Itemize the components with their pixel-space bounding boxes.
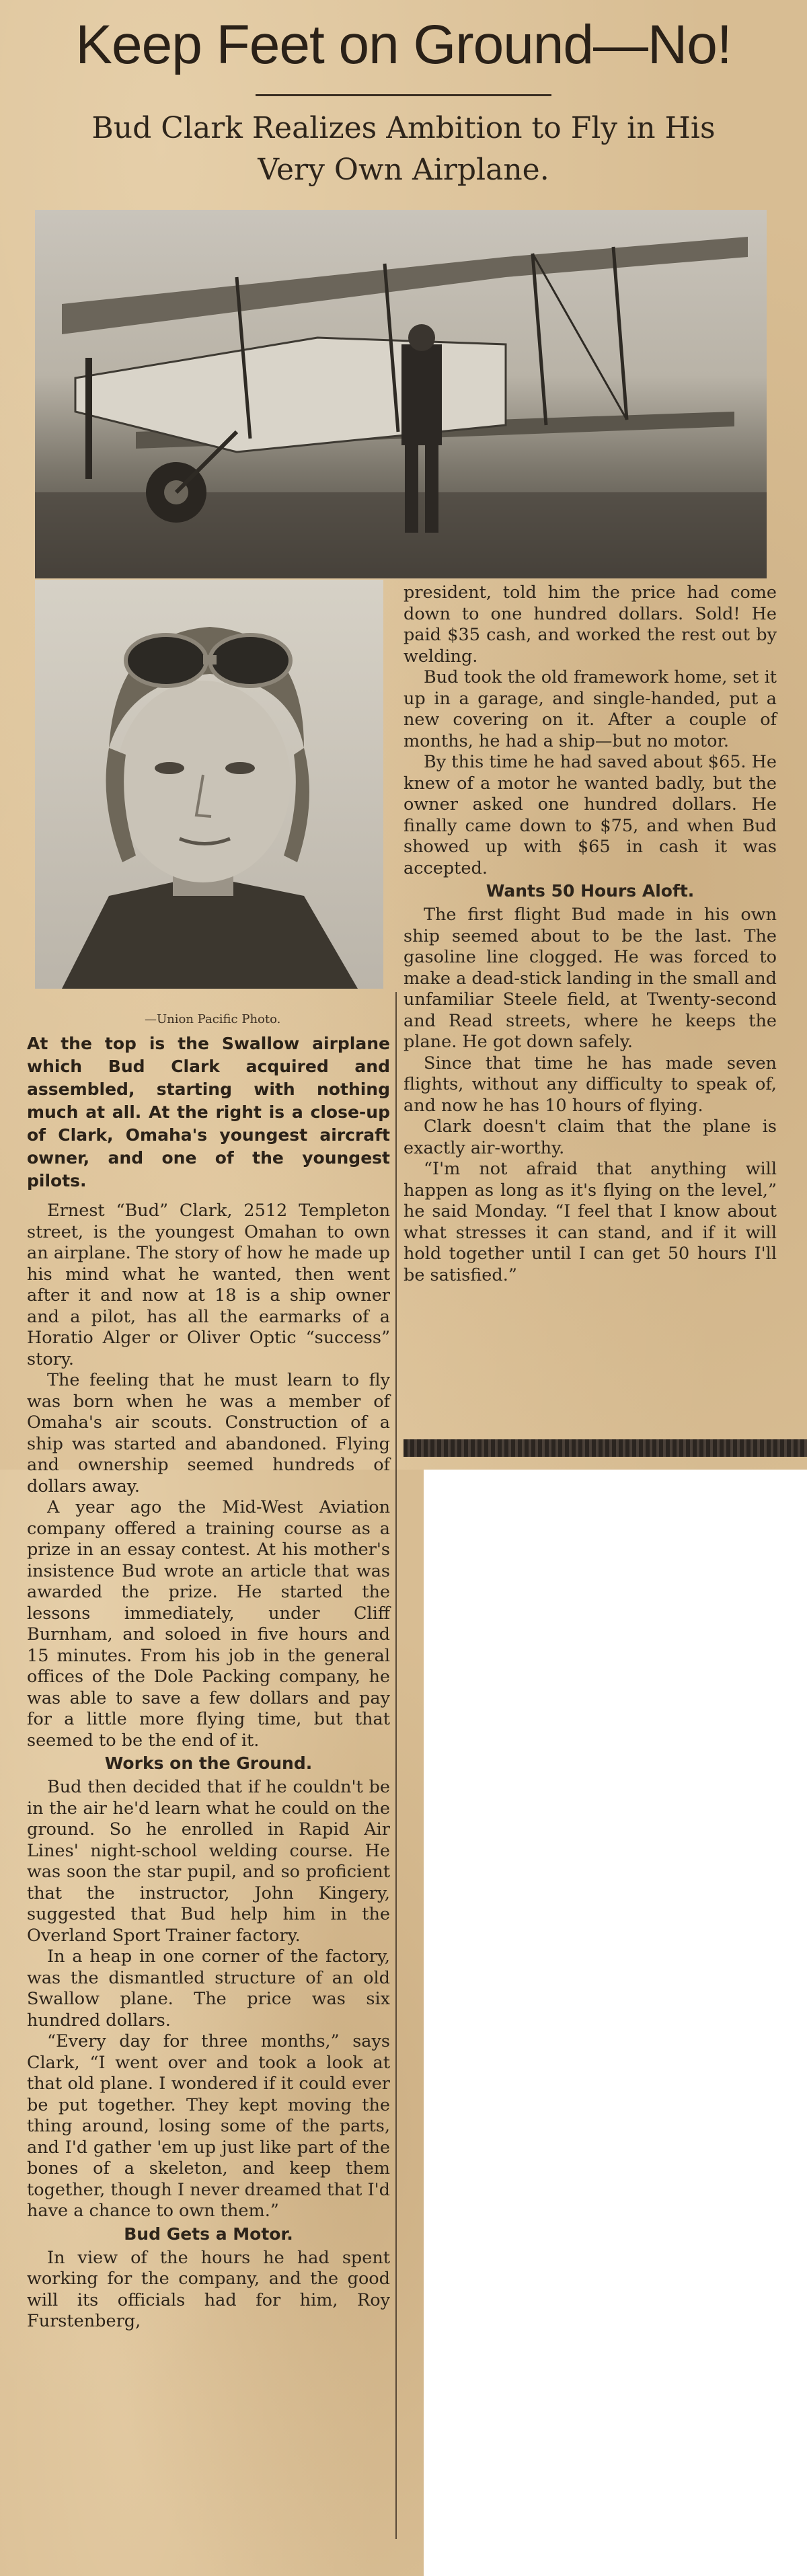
- article-paragraph: In a heap in one corner of the factory, was the dismantled structure of an old Swallow plane. The price was six hundred dollars.: [27, 1946, 390, 2031]
- article-paragraph: “Every day for three months,” says Clark, “I went over and took a look at that old plane. I wondered if it could ever be put together. They kept moving the thing around, losing some of the parts, and I'd gather 'em up just like part of the bones of a skeleton, and keep them together, though I never dreamed that I'd have a chance to own them.”: [27, 2031, 390, 2221]
- article-paragraph: president, told him the price had come down to one hundred dollars. Sold! He paid $35 cash, and worked the rest out by welding.: [404, 582, 777, 667]
- photo-caption: At the top is the Swallow airplane which Bud Clark acquired and assembled, starting with nothing much at all. At the right is a close-up of Clark, Omaha's youngest aircraft owner, and one of the youngest pilots.: [27, 1034, 390, 1190]
- section-subheading: Bud Gets a Motor.: [124, 2224, 293, 2244]
- article-column-right: [404, 582, 777, 1286]
- article-paragraph: Bud then decided that if he couldn't be in the air he'd learn what he could on the ground. So he enrolled in Rapid Air Lines' night-school welding course. He was soon the star pupil, and so proficient that the instructor, John Kingery, suggested that Bud help him in the Overland Sport Trainer factory.: [27, 1777, 390, 1946]
- article-column-left: [27, 1201, 390, 2333]
- headline: Keep Feet on Ground—No!: [75, 14, 732, 75]
- subheadline: [13, 108, 794, 191]
- article-paragraph: Since that time he has made seven flights, without any difficulty to speak of, and now he has 10 hours of flying.: [404, 1053, 777, 1116]
- photo-credit: —Union Pacific Photo.: [145, 1012, 281, 1026]
- article-paragraph: “I'm not afraid that anything will happen as long as it's flying on the level,” he said Monday. “I feel that I know about what stresses it can stand, and if it will hold together until I can get 50 hours I'll be satisfied.”: [404, 1159, 777, 1285]
- article-paragraph: In view of the hours he had spent working for the company, and the good will its officials had for him, Roy Furstenberg,: [27, 2247, 390, 2331]
- article-paragraph: Bud took the old framework home, set it up in a garage, and single-handed, put a new covering on it. After a couple of months, he had a ship—but no motor.: [404, 667, 777, 751]
- subheadline-line-2: Very Own Airplane.: [258, 153, 549, 187]
- article-paragraph: Clark doesn't claim that the plane is exactly air-worthy.: [404, 1116, 777, 1158]
- column-divider: [395, 992, 397, 2539]
- torn-edge-band: [404, 1439, 807, 1457]
- article-paragraph: The feeling that he must learn to fly was born when he was a member of Omaha's air scouts. Construction of a ship was started and abandoned. Flying and ownership seemed hundreds of dollars away.: [27, 1370, 390, 1497]
- section-subheading: Wants 50 Hours Aloft.: [486, 881, 695, 901]
- section-subheading: Works on the Ground.: [104, 1753, 313, 1773]
- article-paragraph: A year ago the Mid-West Aviation company offered a training course as a prize in an essay contest. At his mother's insistence Bud wrote an article that was awarded the prize. He started the lessons immediately, under Cliff Burnham, and soloed in five hours and 15 minutes. From his job in the general offices of the Dole Packing company, he was able to save a few dollars and pay for a little more flying time, but that seemed to be the end of it.: [27, 1497, 390, 1751]
- article-paragraph: Ernest “Bud” Clark, 2512 Templeton street, is the youngest Omahan to own an airplane. The story of how he made up his mind what he wanted, then went after it and now at 18 is a ship owner and a pilot, has all the earmarks of a Horatio Alger or Oliver Optic “success” story.: [27, 1201, 390, 1369]
- subheadline-line-1: Bud Clark Realizes Ambition to Fly in His: [91, 111, 716, 145]
- pilot-portrait-photo: [35, 580, 383, 989]
- article-paragraph: By this time he had saved about $65. He knew of a motor he wanted badly, but the owner asked one hundred dollars. He finally came down to $75, and when Bud showed up with $65 in cash it was accepted.: [404, 752, 777, 878]
- article-paragraph: The first flight Bud made in his own ship seemed about to be the last. The gasoline line clogged. He was forced to make a dead-stick landing in the small and unfamiliar Steele field, at Twenty-second and Read streets, where he keeps the plane. He got down safely.: [404, 905, 777, 1052]
- airplane-photo: [35, 210, 767, 578]
- headline-rule: [256, 94, 551, 96]
